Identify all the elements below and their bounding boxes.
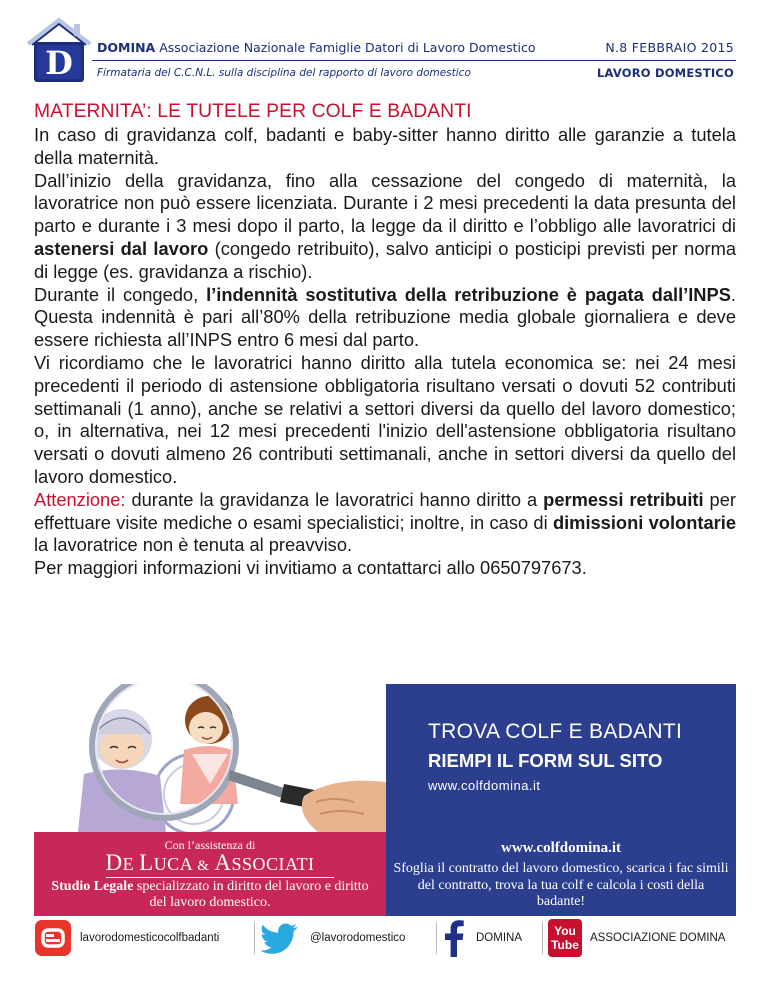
org-description: Associazione Nazionale Famiglie Datori di Lavoro Domestico: [159, 40, 536, 55]
text-run: (congedo retribuito), salvo anticipi o posticipi previsti per norma di legge (es. gravidanza a rischio).: [34, 237, 736, 282]
org-name: DOMINA: [97, 40, 156, 55]
header-topic: LAVORO DOMESTICO: [597, 66, 734, 80]
paragraph-intro: In caso di gravidanza colf, badanti e baby-sitter hanno diritto alle garanzie a tutela della maternità.: [34, 124, 736, 168]
text-run: D: [105, 850, 123, 875]
banner-illustration: [34, 684, 386, 832]
banner-subheadline: RIEMPI IL FORM SUL SITO: [428, 750, 663, 771]
text-run: Dall’inizio della gravidanza, fino alla cessazione del congedo di maternità, la lavoratrice non può essere licenziata. Durante i 2 mesi precedenti la data presunta del parto e durante i 3 mesi dopo il parto, la legge da il diritto e l’obbligo alle lavoratrici di: [34, 169, 736, 237]
footer-divider: [254, 922, 255, 954]
emphasis-abstain: astenersi dal lavoro: [34, 237, 209, 259]
emphasis-resignation: dimissioni volontarie: [552, 511, 736, 533]
paragraph-protection: Vi ricordiamo che le lavoratrici hanno diritto alla tutela economica se: nei 24 mesi precedenti il periodo di astensione obbligatoria risultano versati o dovuti 52 contributi settimanali (1 anno), anche se relativi a settori diversi da quello del lavoro domestico; o, in alternativa, nei 12 mesi precedenti l'inizio dell'astensione obbligatoria risultano versati o dovuti almeno 26 contributi settimanali, anche in settori diversi da quello del lavoro domestico.: [34, 351, 736, 487]
article: [34, 100, 736, 580]
paragraph-contact: Per maggiori informazioni vi invitiamo a contattarci allo 0650797673.: [34, 557, 587, 579]
blog-link[interactable]: [34, 918, 219, 958]
youtube-tube: Tube: [551, 938, 579, 952]
studio-label: Studio Legale: [51, 879, 134, 894]
youtube-icon: [548, 919, 582, 957]
paragraph-indemnity: [34, 284, 736, 352]
law-firm-description: [42, 879, 378, 911]
text-run: L: [139, 850, 154, 875]
law-firm-name: [34, 850, 386, 876]
header-subtitle: Firmataria del C.C.N.L. sulla disciplina del rapporto di lavoro domestico: [97, 67, 471, 79]
find-caregiver-banner[interactable]: [386, 684, 736, 832]
text-run: A: [209, 850, 232, 875]
issue-number: N.8 FEBBRAIO 2015: [605, 40, 734, 55]
text-run: E: [122, 854, 140, 874]
text-run: specializzato in diritto del lavoro e diritto del lavoro domestico.: [133, 879, 369, 910]
facebook-label: DOMINA: [476, 932, 522, 944]
facebook-link[interactable]: [440, 918, 522, 958]
footer-divider: [542, 922, 543, 954]
facebook-icon: [440, 919, 466, 957]
text-run: . Questa indennità è pari all’80% della retribuzione media globale giornaliera e deve essere richiesta all’INPS entro 6 mesi dal parto.: [34, 283, 736, 351]
text-run: UCA: [153, 854, 198, 874]
twitter-link[interactable]: [260, 918, 405, 958]
emphasis-permits: permessi retribuiti: [543, 488, 704, 510]
emphasis-indemnity: l’indennità sostitutiva della retribuzione è pagata dall’INPS: [206, 283, 731, 305]
assistance-label: Con l’assistenza di: [164, 838, 256, 852]
header-organization: [97, 40, 536, 55]
text-run: la lavoratrice non è tenuta al preavviso.: [34, 534, 353, 556]
text-run: SSOCIATI: [231, 854, 315, 874]
social-footer: [34, 918, 736, 958]
banner-url-link[interactable]: www.colfdomina.it: [428, 778, 541, 793]
text-run: per effettuare visite mediche o esami specialistici; inoltre, in caso di: [34, 488, 736, 533]
text-run: Durante il congedo,: [34, 283, 207, 305]
promo-text: Sfoglia il contratto del lavoro domestico, scarica i fac simili del contratto, trova la tua colf e calcola i costi della badante!: [393, 861, 729, 909]
text-run: &: [197, 858, 210, 874]
article-title: MATERNITA’: LE TUTELE PER COLF E BADANTI: [34, 101, 472, 122]
promo-url-link[interactable]: www.colfdomina.it: [501, 840, 621, 856]
domina-logo-icon: [24, 14, 94, 86]
footer-divider: [436, 922, 437, 954]
youtube-you: You: [554, 924, 576, 938]
banner-headline: TROVA COLF E BADANTI: [428, 720, 683, 743]
header-rule: [92, 60, 736, 61]
twitter-label: @lavorodomestico: [310, 932, 406, 944]
twitter-icon: [260, 920, 300, 956]
law-firm-box: [34, 832, 386, 916]
blog-label: lavorodomesticocolfbadanti: [80, 932, 220, 944]
attention-label: Attenzione:: [34, 488, 126, 510]
blogger-icon: [34, 919, 72, 957]
magnifier-illustration: [34, 684, 386, 832]
youtube-link[interactable]: [548, 918, 725, 958]
paragraph-attention: [34, 489, 736, 557]
website-promo-box[interactable]: [386, 832, 736, 916]
name-underline: [106, 877, 334, 878]
logo-letter: D: [45, 44, 73, 82]
youtube-label: ASSOCIAZIONE DOMINA: [590, 932, 726, 944]
paragraph-dismissal: [34, 170, 736, 284]
text-run: durante la gravidanza le lavoratrici hanno diritto a: [125, 488, 544, 510]
